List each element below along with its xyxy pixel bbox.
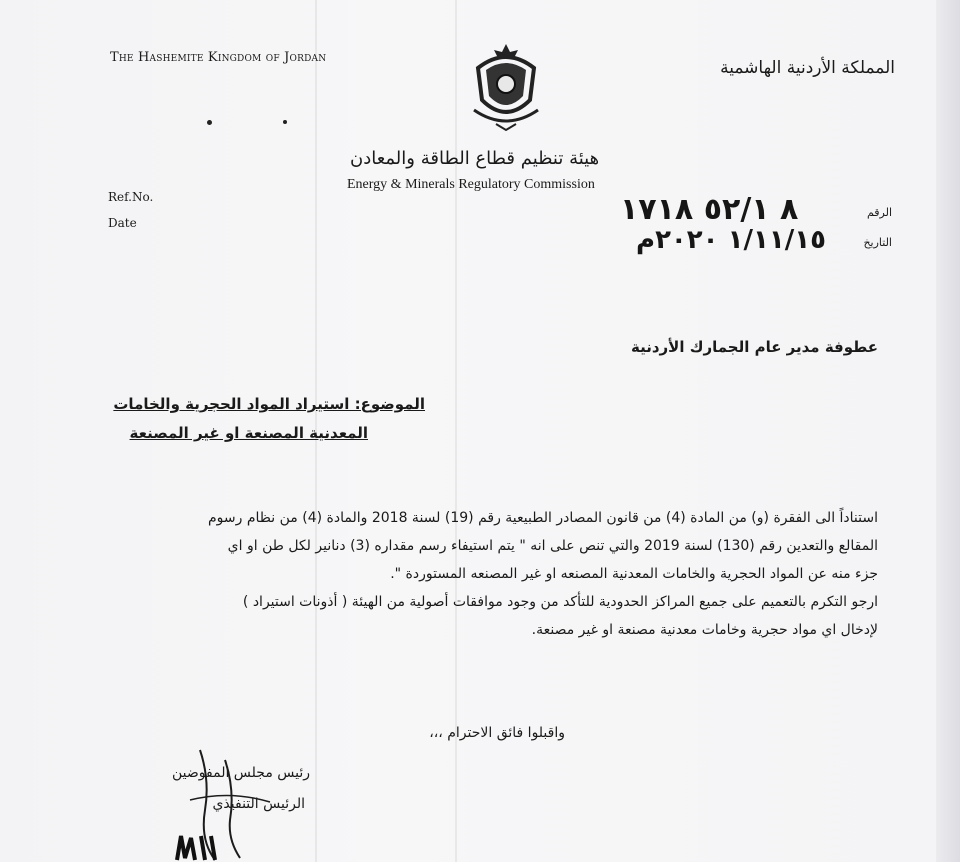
paper-edge (936, 0, 960, 862)
commission-name-ar: هيئة تنظيم قطاع الطاقة والمعادن (350, 148, 600, 169)
body-line: المقالع والتعدين رقم (130) لسنة 2019 والتي تنص على انه " يتم استيفاء رسم مقداره (3) دنانير لكل طن او اي (227, 538, 878, 554)
ref-label-en: Ref.No. (108, 190, 154, 204)
ref-label-ar: الرقم (866, 206, 892, 219)
body-line: استناداً الى الفقرة (و) من المادة (4) من قانون المصادر الطبيعية رقم (19) لسنة 2018 والمادة (4) من نظام رسوم (208, 510, 878, 526)
signatory-title-1: رئيس مجلس المفوضين (172, 765, 310, 781)
addressee: عطوفة مدير عام الجمارك الأردنية (630, 338, 878, 356)
ink-speck (207, 120, 212, 125)
body-line: لإدخال اي مواد حجرية وخامات معدنية مصنعة او غير مصنعة. (531, 622, 878, 638)
body-line: ارجو التكرم بالتعميم على جميع المراكز الحدودية للتأكد من وجود موافقات أصولية من الهيئة ( أذونات استيراد ) (242, 594, 878, 610)
jordan-coat-of-arms-icon (466, 40, 546, 132)
ref-number-handwritten: ٨ ٥٢/١ ١٧١٨ (620, 192, 799, 227)
commission-name-en: Energy & Minerals Regulatory Commission (347, 177, 595, 192)
date-label-ar: التاريخ (863, 236, 892, 249)
country-name-ar: المملكة الأردنية الهاشمية (720, 58, 895, 78)
signatory-title-2: الرئيس التنفيذي (212, 796, 305, 812)
subject-line-1: الموضوع: استيراد المواد الحجرية والخامات (113, 395, 425, 413)
body-line: جزء منه عن المواد الحجرية والخامات المعدنية المصنعه او غير المصنعه المستوردة ". (390, 566, 878, 582)
ink-mark (175, 832, 225, 862)
date-handwritten: ١/١١/١٥ ٢٠٢٠م (636, 225, 826, 255)
subject-line-2: المعدنية المصنعة او غير المصنعة (129, 424, 368, 442)
ink-speck (283, 120, 287, 124)
date-label-en: Date (108, 216, 137, 230)
closing-salutation: واقبلوا فائق الاحترام ،،، (429, 725, 565, 741)
country-name-en: The Hashemite Kingdom of Jordan (110, 50, 327, 65)
